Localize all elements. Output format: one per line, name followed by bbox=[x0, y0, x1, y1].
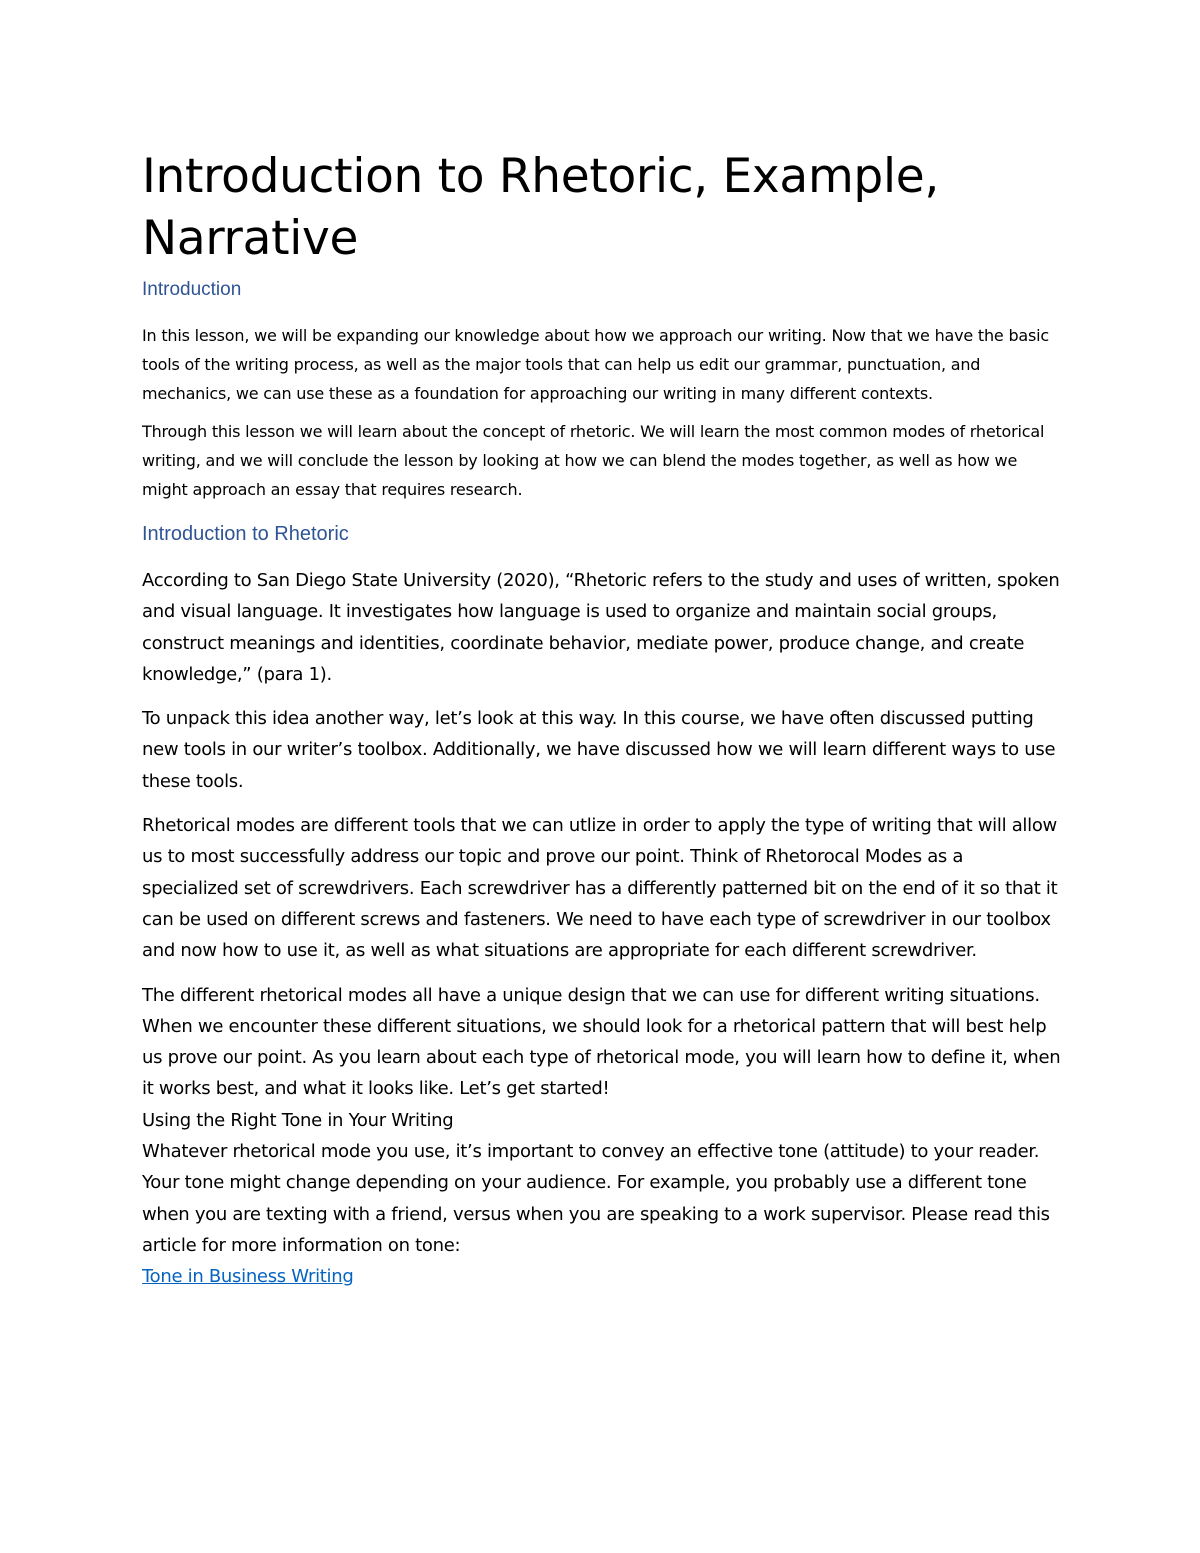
screwdriver-paragraph: Rhetorical modes are different tools that we can utlize in order to apply the type of writing that will allow us to most successfully address our topic and prove our point. Think of Rhetorocal Modes as a specialized set of screwdrivers. Each screwdriver has a differently patterned bit on the end of it so that it can be used on different screws and fasteners. We need to have each type of screwdriver in our toolbox and now how to use it, as well as what situations are appropriate for each different screwdriver. bbox=[142, 815, 1058, 962]
introduction-paragraph-2: Through this lesson we will learn about the concept of rhetoric. We will learn the most common modes of rhetorical writing, and we will conclude the lesson by looking at how we can blend the modes together, as well as how we might approach an essay that requires research. bbox=[142, 422, 1045, 499]
tone-paragraph: Whatever rhetorical mode you use, it’s important to convey an effective tone (attitude) to your reader. Your tone might change depending on your audience. For example, you probably use a different tone when you are texting with a friend, versus when you are speaking to a work supervisor. Please read this article for more information on tone: bbox=[142, 1141, 1050, 1256]
document-page bbox=[142, 146, 1062, 1292]
tone-heading: Using the Right Tone in Your Writing bbox=[142, 1109, 454, 1131]
rhetoric-heading: Introduction to Rhetoric bbox=[142, 523, 349, 545]
rhetorical-design-paragraph: The different rhetorical modes all have a unique design that we can use for different writing situations. When we encounter these different situations, we should look for a rhetorical pattern that will best help us prove our point. As you learn about each type of rhetorical mode, you will learn how to define it, when it works best, and what it looks like. Let’s get started! bbox=[142, 984, 1061, 1100]
toolbox-paragraph: To unpack this idea another way, let’s look at this way. In this course, we have often discussed putting new tools in our writer’s toolbox. Additionally, we have discussed how we will learn different ways to use these tools. bbox=[142, 708, 1056, 792]
title-line-2: Narrative bbox=[142, 211, 359, 266]
rhetoric-definition-paragraph: According to San Diego State University (2020), “Rhetoric refers to the study and uses of written, spoken and visual language. It investigates how language is used to organize and maintain social groups, construct meanings and identities, coordinate behavior, mediate power, produce change, and create knowledge,” (para 1). bbox=[142, 570, 1060, 685]
document-title bbox=[142, 146, 1062, 270]
tone-in-business-writing-link[interactable]: Tone in Business Writing bbox=[142, 1266, 354, 1288]
introduction-heading: Introduction bbox=[142, 279, 242, 300]
introduction-paragraph-1: In this lesson, we will be expanding our knowledge about how we approach our writing. Now that we have the basic tools of the writing process, as well as the major tools that can help us edit our grammar, punctuation, and mechanics, we can use these as a foundation for approaching our writing in many different contexts. bbox=[142, 326, 1049, 403]
title-line-1: Introduction to Rhetoric, Example, bbox=[142, 149, 939, 204]
